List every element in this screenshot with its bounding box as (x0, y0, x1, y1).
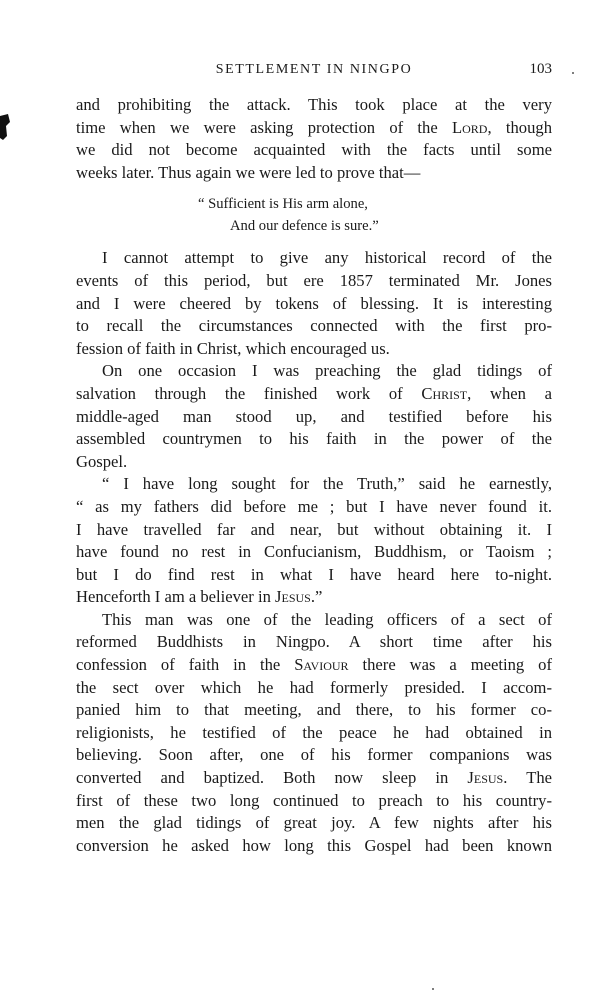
text-line: fession of faith in Christ, which encouraged us. (76, 338, 390, 358)
text-line: we did not become acquainted with the facts until some (76, 140, 552, 160)
body-text (76, 94, 552, 857)
text-line: religionists, he testified of the peace he had obtained in (76, 722, 552, 742)
text-line: events of this period, but ere 1857 terminated Mr. Jones (76, 270, 552, 290)
text-line: first of these two long continued to preach to his country- (76, 790, 552, 810)
text-line: Gospel. (76, 451, 128, 471)
text-line: have found no rest in Confucianism, Buddhism, or Taoism ; (76, 542, 552, 562)
text-line: On one occasion I was preaching the glad tidings of (102, 361, 552, 381)
text-line: converted and baptized. Both now sleep in Jesus. The (76, 768, 553, 788)
text-line: This man was one of the leading officers of a sect of (102, 609, 552, 629)
text-line: Henceforth I am a believer in Jesus.” (76, 587, 323, 607)
intro-paragraph (76, 94, 552, 184)
text-line: middle-aged man stood up, and testified before his (76, 406, 552, 426)
page-edge-mark (0, 112, 10, 142)
text-line: “ as my fathers did before me ; but I have never found it. (76, 496, 552, 516)
running-head (76, 60, 552, 82)
text-line: I cannot attempt to give any historical record of the (102, 248, 552, 268)
text-line: and I were cheered by tokens of blessing. It is interesting (76, 293, 552, 313)
verse-line: And our defence is sure.” (230, 218, 379, 235)
scan-speck (432, 988, 434, 990)
text-line: reformed Buddhists in Ningpo. A short time after his (76, 632, 552, 652)
text-line: “ I have long sought for the Truth,” said he earnestly, (102, 474, 552, 494)
text-line: and prohibiting the attack. This took place at the very (76, 95, 552, 114)
paragraph-2 (76, 360, 552, 473)
scan-speck (572, 72, 574, 74)
paragraph-4 (76, 609, 552, 858)
running-title: SETTLEMENT IN NINGPO (215, 62, 413, 77)
paragraph-3 (76, 473, 552, 609)
text-line: believing. Soon after, one of his former companions was (76, 745, 552, 765)
text-line: time when we were asking protection of the Lord, though (76, 117, 552, 137)
text-line: salvation through the finished work of Christ, when a (76, 383, 552, 403)
text-line: assembled countrymen to his faith in the power of the (76, 429, 552, 449)
text-line: conversion he asked how long this Gospel had been known (76, 835, 552, 855)
text-line: to recall the circumstances connected with the first pro- (76, 316, 552, 336)
text-line: weeks later. Thus again we were led to prove that— (76, 162, 421, 182)
verse-quote (76, 193, 552, 237)
text-line: men the glad tidings of great joy. A few nights after his (76, 813, 552, 833)
text-line: but I do find rest in what I have heard here to-night. (76, 564, 552, 584)
text-line: the sect over which he had formerly presided. I accom- (76, 677, 552, 697)
text-line: panied him to that meeting, and there, to his former co- (76, 700, 552, 720)
page-number: 103 (529, 61, 552, 77)
text-line: confession of faith in the Saviour there was a meeting of (76, 655, 552, 675)
text-line: I have travelled far and near, but without obtaining it. I (76, 519, 552, 539)
verse-line: “ Sufficient is His arm alone, (198, 196, 368, 213)
paragraph-1 (76, 247, 552, 360)
